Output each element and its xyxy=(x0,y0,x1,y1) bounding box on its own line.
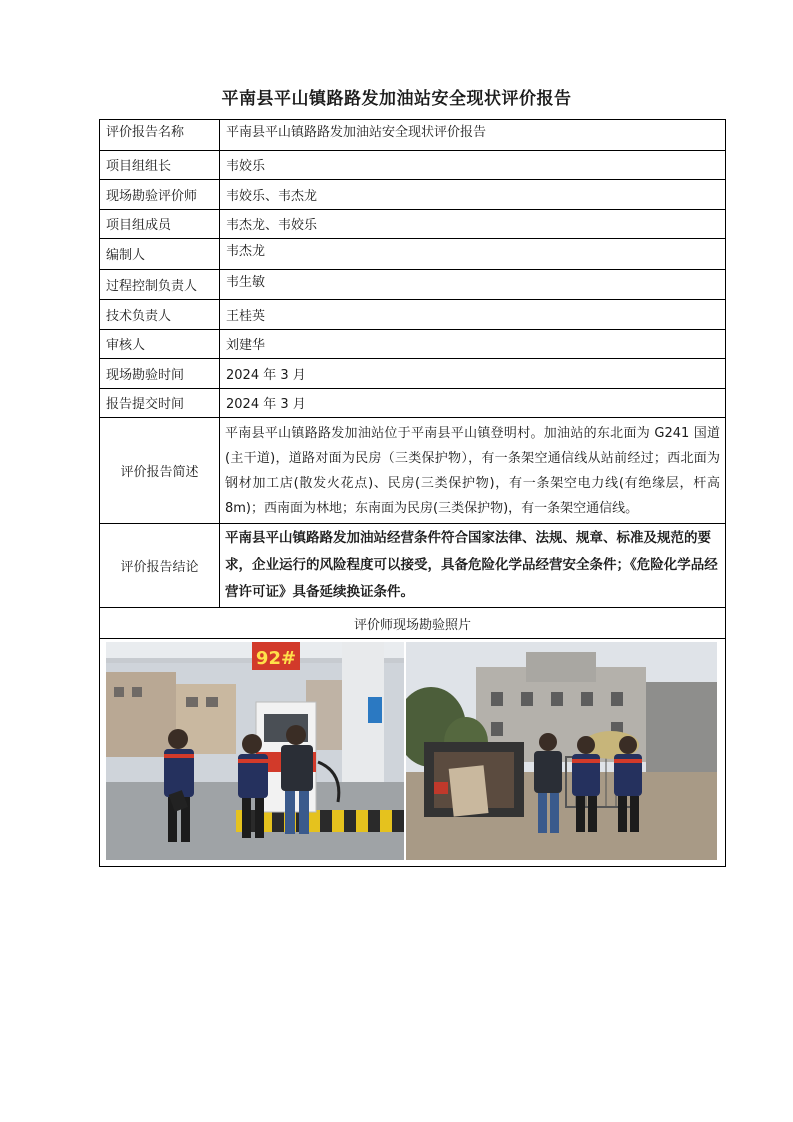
row-label: 报告提交时间 xyxy=(100,388,220,418)
summary-label: 评价报告简述 xyxy=(100,418,220,524)
row-label: 技术负责人 xyxy=(100,300,220,330)
row-label: 项目组成员 xyxy=(100,209,220,239)
row-technical-lead xyxy=(100,300,726,330)
fuel-grade-sign: 92# xyxy=(255,648,297,669)
photo-caption: 评价师现场勘验照片 xyxy=(100,608,726,639)
row-label: 现场勘验评价师 xyxy=(100,180,220,210)
summary-text: 平南县平山镇路路发加油站位于平南县平山镇登明村。加油站的东北面为 G241 国道(主干道)，道路对面为民房（三类保护物），有一条架空通信线从站前经过；西北面为钢材加工店(散发火花点)、民房(三类保护物)，有一条架空电力线(有绝缘层，杆高 8m)；西南面为林地；东南面为民房(三类保护物)，有一条架空通信线。 xyxy=(220,418,726,524)
row-value: 韦生敏 xyxy=(220,269,726,300)
row-value: 平南县平山镇路路发加油站安全现状评价报告 xyxy=(220,120,726,151)
row-site-time xyxy=(100,359,726,389)
row-site-assessors xyxy=(100,180,726,210)
document-title: 平南县平山镇路路发加油站安全现状评价报告 xyxy=(221,89,572,109)
row-summary xyxy=(100,418,726,524)
row-value: 韦姣乐、韦杰龙 xyxy=(220,180,726,210)
row-label: 现场勘验时间 xyxy=(100,359,220,389)
row-conclusion xyxy=(100,524,726,608)
site-photo-pump xyxy=(106,642,404,860)
conclusion-label: 评价报告结论 xyxy=(100,524,220,608)
row-label: 评价报告名称 xyxy=(100,120,220,151)
row-photos xyxy=(100,639,726,867)
row-photo-caption xyxy=(100,608,726,639)
photos-cell xyxy=(100,639,726,867)
site-photo-exterior xyxy=(406,642,717,860)
row-value: 王桂英 xyxy=(220,300,726,330)
row-submit-time xyxy=(100,388,726,418)
row-value: 2024 年 3 月 xyxy=(220,388,726,418)
row-label: 项目组组长 xyxy=(100,150,220,180)
row-value: 韦杰龙 xyxy=(220,239,726,270)
row-compiler xyxy=(100,239,726,270)
row-reviewer xyxy=(100,329,726,359)
row-team-members xyxy=(100,209,726,239)
row-value: 2024 年 3 月 xyxy=(220,359,726,389)
conclusion-text: 平南县平山镇路路发加油站经营条件符合国家法律、法规、规章、标准及规范的要求，企业运行的风险程度可以接受，具备危险化学品经营安全条件；《危险化学品经营许可证》具备延续换证条件。 xyxy=(220,524,726,608)
row-value: 韦杰龙、韦姣乐 xyxy=(220,209,726,239)
row-report-name xyxy=(100,120,726,151)
row-value: 韦姣乐 xyxy=(220,150,726,180)
row-value: 刘建华 xyxy=(220,329,726,359)
row-team-leader xyxy=(100,150,726,180)
row-label: 审核人 xyxy=(100,329,220,359)
row-process-control xyxy=(100,269,726,300)
row-label: 编制人 xyxy=(100,239,220,270)
row-label: 过程控制负责人 xyxy=(100,269,220,300)
report-table xyxy=(99,119,726,867)
